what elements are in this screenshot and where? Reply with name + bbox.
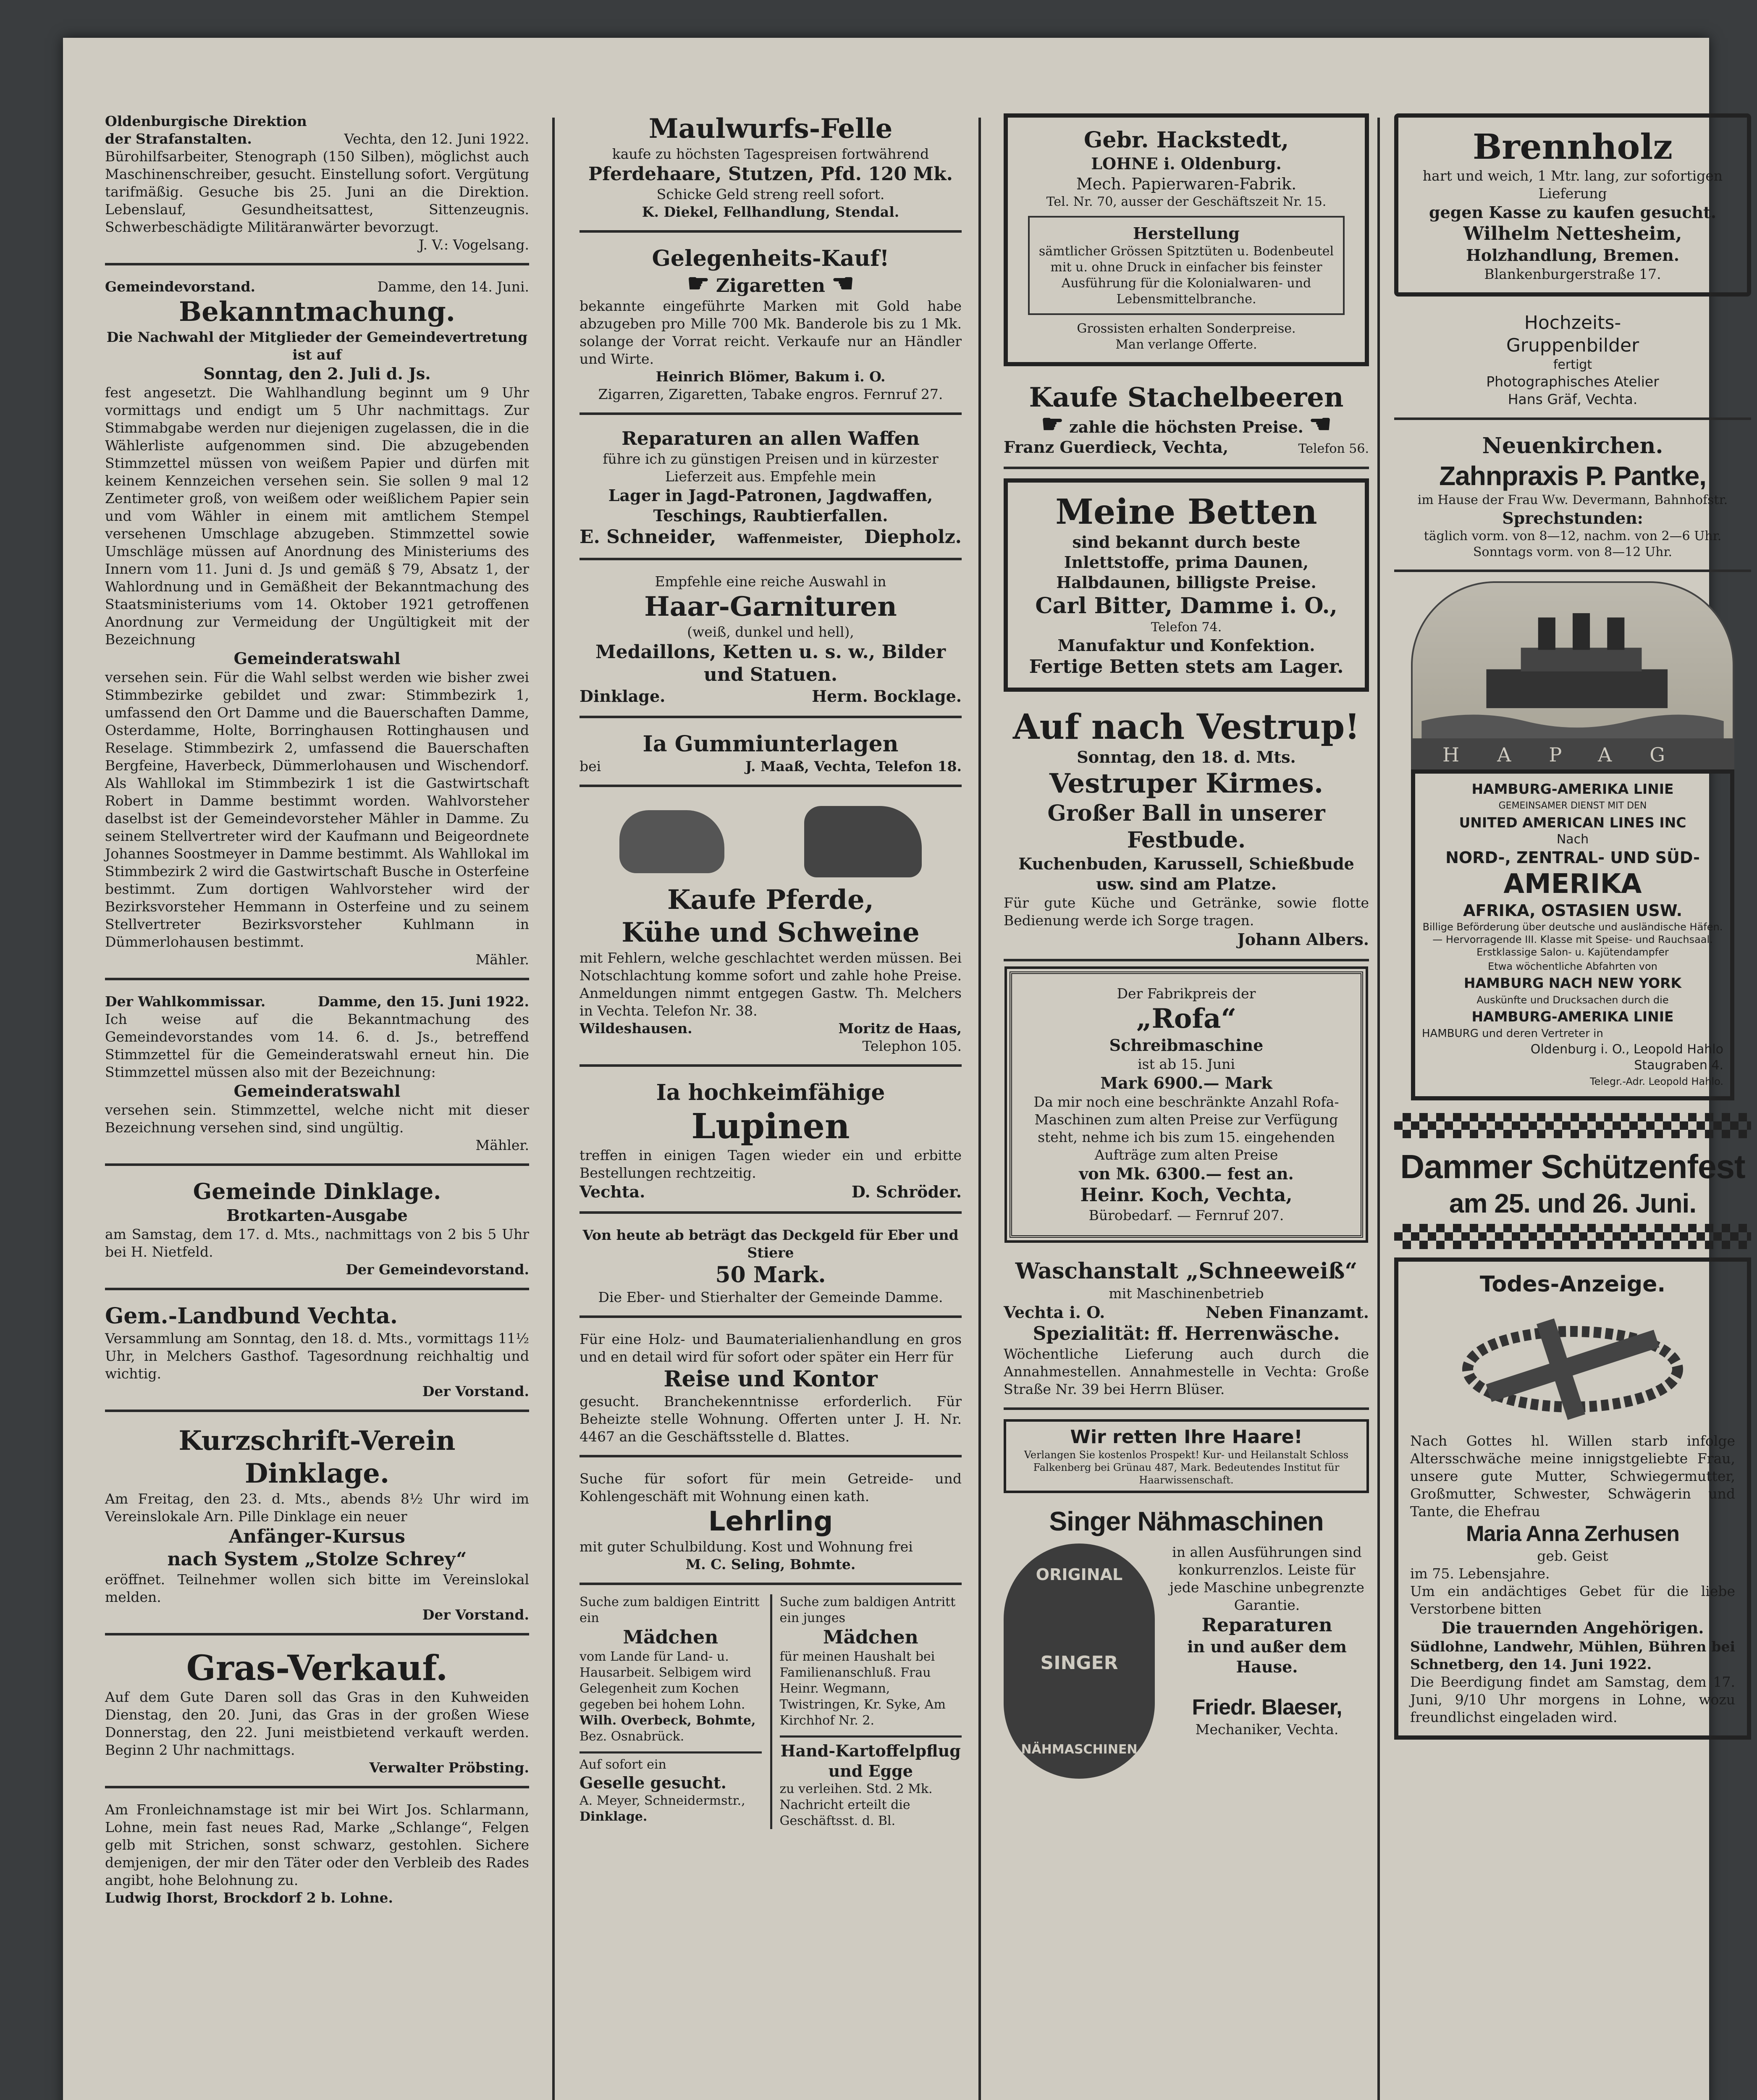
ad-sign-place: Diepholz. — [864, 526, 962, 548]
ad-gelegenheitskauf — [580, 242, 962, 415]
notice-bekanntmachung — [105, 275, 529, 980]
ad-gras-verkauf — [105, 1645, 529, 1788]
ad-foot: Mechaniker, Vechta. — [1195, 1721, 1339, 1738]
ad-title: Hand-Kartoffelpflug — [780, 1741, 961, 1760]
ad-sign: Verwalter Pröbsting. — [369, 1759, 529, 1776]
notice-title: Gemeinde Dinklage. — [193, 1179, 441, 1205]
ad-sign: J. V.: Vogelsang. — [418, 236, 529, 253]
ad-body: mit Fehlern, welche geschlachtet werden müssen. Bei Notschlachtung komme sofort und zahle hohe Preise. Anmeldungen nimmt entgegen Gastw. Th. Melchers in Vechta. Telefon Nr. 38. — [580, 950, 962, 1019]
cross-wreath-icon — [1435, 1306, 1710, 1424]
ad-sign: Heinrich Blömer, Bakum i. O. — [656, 368, 886, 385]
ad-body: hart und weich, 1 Mtr. lang, zur sofortigen Lieferung — [1422, 168, 1723, 202]
ad-hapag — [1394, 581, 1751, 1100]
column-rule — [978, 118, 981, 2100]
ad-title: Kaufe Pferde, — [667, 884, 874, 916]
hapag-afrika: AFRIKA, OSTASIEN USW. — [1463, 901, 1683, 920]
ad-foot: Bürobedarf. — Fernruf 207. — [1088, 1207, 1284, 1223]
hapag-line-2: GEMEINSAMER DIENST MIT DEN — [1498, 801, 1647, 811]
ad-sign: Herm. Bocklage. — [812, 687, 962, 706]
ad-maulwurf — [580, 109, 962, 233]
ad-deckgeld — [580, 1223, 962, 1318]
ad-maedchen-overbeck — [580, 1594, 762, 1829]
ad-pantke — [1394, 429, 1751, 572]
ad-schuetzenfest — [1394, 1113, 1751, 1249]
ad-todesanzeige — [1394, 1257, 1751, 1740]
ad-line: Kuchenbuden, Karussell, Schießbude usw. sind am Platze. — [1018, 854, 1354, 893]
ad-foot-2: Man verlange Offerte. — [1115, 337, 1257, 352]
ad-sub-text: Zigaretten — [716, 275, 825, 297]
ad-hours-2: Sonntags vorm. von 8—12 Uhr. — [1473, 545, 1673, 559]
singer-badge-logo — [1004, 1544, 1155, 1779]
ad-title-2: und Egge — [828, 1761, 913, 1780]
ad-foot: Grossisten erhalten Sonderpreise. — [1077, 321, 1296, 336]
ad-sign: Die Eber- und Stierhalter der Gemeinde Damme. — [598, 1289, 943, 1305]
ad-sign: D. Schröder. — [851, 1182, 962, 1201]
notice-title-2: Dinklage. — [244, 1458, 390, 1489]
ad-sign: Ludwig Ihorst, Brockdorf 2 b. Lohne. — [105, 1890, 393, 1906]
ad-sub: (weiß, dunkel und hell), — [687, 624, 854, 640]
ad-big: Lager in Jagd-Patronen, Jagdwaffen, Teschings, Raubtierfallen. — [608, 486, 933, 525]
ad-maedchen-wegmann — [770, 1594, 962, 1829]
notice-body: Ich weise auf die Bekanntmachung des Gemeindevorstandes vom 14. 6. d. Js., betreffend Stimmzettel für die Gemeinderatswahl erneut hin. Die Stimmzettel müssen also mit der Bezeichnung: — [105, 1011, 529, 1080]
hapag-body: Billige Beförderung über deutsche und ausländische Häfen. — Hervorragende III. Klasse mit Speise- und Rauchsaal. Erstklassige Salon- u. Kajütendampfer — [1422, 921, 1723, 958]
ad-trauer: Die trauernden Angehörigen. — [1441, 1618, 1704, 1637]
ad-big: Pferdehaare, Stutzen, Pfd. 120 Mk. — [588, 163, 953, 185]
notice-from: Der Wahlkommissar. — [105, 993, 266, 1010]
ad-title: Meine Betten — [1055, 492, 1317, 532]
badge-mid: SINGER — [1040, 1652, 1118, 1674]
ad-price-2: von Mk. 6300.— fest an. — [1079, 1164, 1294, 1183]
ad-title: Zahnpraxis P. Pantke, — [1439, 461, 1706, 491]
ad-sign-2: Bez. Osnabrück. — [580, 1729, 684, 1744]
ad-geb: geb. Geist — [1537, 1548, 1608, 1564]
hapag-abf: Etwa wöchentliche Abfahrten von — [1488, 961, 1657, 972]
ad-sub: Schreibmaschine — [1109, 1036, 1264, 1055]
ad-sign-mid: Waffenmeister, — [737, 532, 843, 546]
ad-title: Auf nach Vestrup! — [1012, 707, 1360, 747]
ad-hours: täglich vorm. von 8—12, nachm. von 2—6 Uhr. — [1424, 529, 1722, 543]
ad-intro: Empfehle eine reiche Auswahl in — [655, 573, 886, 590]
ad-place: Dinklage. — [580, 687, 666, 706]
ad-body: vom Lande für Land- u. Hausarbeit. Selbigem wird Gelegenheit zum Kochen gegeben bei hohem Lohn. — [580, 1649, 752, 1712]
hapag-hnyc: HAMBURG NACH NEW YORK — [1463, 975, 1682, 991]
ship-icon — [1413, 583, 1733, 738]
ad-price: Mark 6900.— Mark — [1100, 1074, 1272, 1092]
notice-body-2: versehen sein. Stimmzettel, welche nicht mit dieser Bezeichnung versehen sind, sind ungültig. — [105, 1102, 529, 1136]
notice-wahlkommissar — [105, 990, 529, 1166]
ad-place: Vechta. — [580, 1182, 645, 1201]
ad-sign: Heinr. Koch, Vechta, — [1080, 1184, 1293, 1206]
ad-betten — [1004, 478, 1369, 692]
ad-place: Neuenkirchen. — [1482, 433, 1663, 459]
ad-line — [1004, 410, 1369, 439]
column-rule — [552, 118, 555, 2100]
ad-body: Auf dem Gute Daren soll das Gras in den Kuhweiden Dienstag, den 20. Juni, das Gras in der großen Wiese Donnerstag, den 22. Juni meistbietend verkauft werden. Beginn 2 Uhr nachmittags. — [105, 1689, 529, 1758]
ad-name: Hans Gräf, Vechta. — [1508, 391, 1638, 407]
ad-places: Südlohne, Landwehr, Mühlen, Bühren bei Schnetberg, den 14. Juni 1922. — [1410, 1638, 1735, 1672]
ad-title: Dammer Schützenfest — [1400, 1148, 1745, 1185]
ad-sign: Franz Guerdieck, Vechta, — [1004, 438, 1229, 457]
ad-spec: Spezialität: ff. Herrenwäsche. — [1033, 1323, 1340, 1344]
column-1 — [105, 109, 529, 1925]
ad-body: Da mir noch eine beschränkte Anzahl Rofa-Maschinen zum alten Preise zur Verfügung steht, nehme ich bis zum 15. eingehenden Aufträge zum alten Preise — [1033, 1094, 1339, 1163]
notice-title: Kurzschrift-Verein — [178, 1425, 456, 1457]
pointing-hand-icon: ☚ — [831, 269, 855, 298]
ad-body: zu verleihen. Std. 2 Mk. Nachricht erteilt die Geschäftsst. d. Bl. — [779, 1782, 933, 1828]
ad-box-body: sämtlicher Grössen Spitztüten u. Bodenbeutel mit u. ohne Druck in einfacher bis feinster Ausführung für die Kolonialwaren- und Lebensmittelbranche. — [1038, 244, 1334, 307]
ad-intro: Suche zum baldigen Antritt ein junges — [779, 1595, 956, 1625]
hapag-amerika: AMERIKA — [1503, 869, 1642, 900]
livestock-illustration — [580, 800, 962, 884]
notice-body: Am Freitag, den 23. d. Mts., abends 8½ Uhr wird im Vereinslokale Arn. Pille Dinklage ein neuer — [105, 1491, 529, 1525]
ad-type: Mech. Papierwaren-Fabrik. — [1076, 175, 1297, 193]
ad-sign: Wilhelm Nettesheim, — [1463, 223, 1682, 244]
hapag-hal-2: HAMBURG und deren Vertreter in — [1422, 1027, 1603, 1040]
ad-title: Geselle gesucht. — [580, 1773, 726, 1792]
ad-sign: Friedr. Blaeser, — [1192, 1695, 1342, 1719]
ad-title: Wir retten Ihre Haare! — [1070, 1426, 1303, 1448]
hapag-tel: Telegr.-Adr. Leopold Hahlo. — [1590, 1076, 1723, 1087]
checker-border — [1394, 1113, 1751, 1138]
ad-big: 50 Mark. — [715, 1262, 826, 1288]
ad-stolen-bicycle — [105, 1798, 529, 1916]
small-ads-pair — [580, 1594, 962, 1829]
ad-sub: der Strafanstalten. — [105, 131, 252, 147]
ad-rep-2: in und außer dem Hause. — [1187, 1637, 1347, 1676]
ad-body: in allen Ausführungen sind konkurrenzlos. Leiste für jede Maschine unbegrenzte Garantie. — [1170, 1544, 1364, 1613]
ad-intro: Für eine Holz- und Baumaterialienhandlung en gros und en detail wird für sofort oder später ein Herr für — [580, 1331, 962, 1365]
notice-kurs-2: nach System „Stolze Schrey“ — [167, 1549, 467, 1570]
ad-tel: Telefon 74. — [1151, 620, 1222, 635]
hapag-banner: HAPAG — [1411, 740, 1734, 769]
cow-icon — [619, 810, 724, 873]
ad-sub: mit Maschinenbetrieb — [1109, 1285, 1264, 1302]
ad-tel: Telefon 56. — [1298, 441, 1369, 456]
ad-addr: Blankenburgerstraße 17. — [1484, 266, 1661, 282]
badge-bot: NÄHMASCHINEN — [1021, 1742, 1138, 1757]
ad-pferde — [580, 796, 962, 1067]
ad-sign: Carl Bitter, Damme i. O., — [1035, 593, 1337, 619]
ad-body: für meinen Haushalt bei Familienanschluß. Frau Heinr. Wegmann, Twistringen, Kr. Syke, Am Kirchhof Nr. 2. — [779, 1649, 946, 1728]
ad-title: Brennholz — [1473, 127, 1673, 167]
ad-intro: Suche für sofort für mein Getreide- und Kohlengeschäft mit Wohnung einen kath. — [580, 1470, 962, 1504]
ad-intro: Auf sofort ein — [580, 1757, 666, 1772]
notice-mid-title: Gemeinderatswahl — [233, 649, 401, 668]
ad-lupinen — [580, 1076, 962, 1214]
ad-body: mit guter Schulbildung. Kost und Wohnung frei — [580, 1538, 913, 1555]
ad-title: Ia Gummiunterlagen — [642, 731, 899, 757]
ad-hochzeit — [1394, 308, 1751, 420]
notice-body: am Samstag, dem 17. d. Mts., nachmittags von 2 bis 5 Uhr bei H. Nietfeld. — [105, 1226, 529, 1260]
ad-pre: Der Fabrikpreis der — [1117, 985, 1256, 1002]
ad-sign: Wilh. Overbeck, Bohmte, — [580, 1713, 756, 1728]
ad-sign-2: Holzhandlung, Bremen. — [1466, 246, 1679, 265]
ad-big: Fertige Betten stets am Lager. — [1029, 656, 1344, 677]
ad-tel: Tel. Nr. 70, ausser der Geschäftszeit Nr. 15. — [1046, 194, 1327, 209]
ad-body: Bürohilfsarbeiter, Stenograph (150 Silben), möglichst auch Maschinenschreiber, gesucht. Einstellung sofort. Vergütung tarifmäßig. Gesuche bis 25. Juni an die Direktion. Lebenslauf, Gesundheitsattest, Sittenzeugnis. Schwerbeschädigte Militäranwärter bevorzugt. — [105, 148, 529, 235]
ad-body: gesucht. Branchekenntnisse erforderlich. Für Beheizte stelle Wohnung. Offerten unter J. H. Nr. 4467 an die Geschäftsstelle d. Blattes. — [580, 1393, 962, 1445]
ad-sign: Moritz de Haas, — [838, 1020, 962, 1037]
notice-from: Gemeindevorstand. — [105, 278, 256, 295]
ad-title: Gebr. Hackstedt, — [1083, 127, 1289, 153]
ad-haar-garnituren — [580, 570, 962, 718]
notice-sub: Brotkarten-Ausgabe — [226, 1206, 408, 1225]
notice-body: fest angesetzt. Die Wahlhandlung beginnt um 9 Uhr vormittags und endigt um 5 Uhr nachmittags. Zur Stimmabgabe werden nur diejenigen zugelassen, die in die Wählerliste aufgenommen sind. Die abzugebenden Stimmzettel müssen von weißem Papier und dürfen mit keinem Kennzeichen versehen sein. Sie sollen 9 mal 12 Zentimeter groß, von weißem oder weißlichem Papier sein und vom Wähler in einem mit amtlichem Stempel versehenen Umschlage abzugeben. Stimmzettel sowie Umschläge müssen auf Anordnung des Ministeriums des Innern vom 11. Juni d. Js und gemäß § 79, Absatz 1, der Wahlordnung und in Gemäßheit der Bekanntmachung des Staatsministeriums vom 14. Oktober 1921 getroffenen Anordnung zur Vermeidung der Ungültigkeit mit der Bezeichnung — [105, 384, 529, 648]
ad-sign: A. Meyer, Schneidermstr., — [580, 1793, 745, 1808]
ad-stachelbeeren — [1004, 378, 1369, 469]
hapag-hal: HAMBURG-AMERIKA LINIE — [1471, 1008, 1674, 1025]
notice-date: Damme, den 14. Juni. — [377, 278, 529, 295]
ad-studio: Photographisches Atelier — [1486, 373, 1659, 390]
ad-rep: Reparaturen — [1201, 1614, 1332, 1636]
hapag-street: Staugraben 4. — [1634, 1058, 1723, 1073]
pointing-hand-icon: ☛ — [687, 269, 710, 298]
ad-title: Mädchen — [823, 1627, 918, 1648]
ad-body: treffen in einigen Tagen wieder ein und erbitte Bestellungen rechtzeitig. — [580, 1147, 962, 1181]
ad-body: Verlangen Sie kostenlos Prospekt! Kur- und Heilanstalt Schloss Falkenberg bei Grünau 487, Mark. Bedeutendes Institut für Haarwissenschaft. — [1024, 1449, 1349, 1486]
notice-sign: Der Vorstand. — [422, 1606, 529, 1623]
notice-title: Bekanntmachung. — [178, 296, 456, 328]
ad-lehrling — [580, 1467, 962, 1585]
ad-kirmes: Vestruper Kirmes. — [1049, 768, 1324, 799]
checker-border — [1394, 1224, 1751, 1249]
ad-place: LOHNE i. Oldenburg. — [1091, 154, 1282, 173]
notice-kurzschrift — [105, 1421, 529, 1635]
ad-gummiunterlagen — [580, 727, 962, 787]
ad-title: Maulwurfs-Felle — [648, 113, 893, 144]
ad-sign-2: Zigarren, Zigaretten, Tabake engros. Fernruf 27. — [598, 386, 943, 402]
ad-body: Am Fronleichnamstage ist mir bei Wirt Jos. Schlarmann, Lohne, mein fast neues Rad, Marke „Schlange“, Felgen gelb mit Strichen, sonst schwarz, gestohlen. Sichere demjenigen, der mir den Täter oder den Verbleib des Rades angibt, hohe Belohnung zu. — [105, 1801, 529, 1888]
ad-sprech: Sprechstunden: — [1502, 509, 1643, 528]
ad-title: Gelegenheits-Kauf! — [652, 246, 889, 271]
ad-since: ist ab 15. Juni — [1138, 1056, 1235, 1072]
ad-body: bekannte eingeführte Marken mit Gold habe abzugeben pro Mille 700 Mk. Banderole bis zu 1 Mk. solange der Vorrat reicht. Verkaufe nur an Händler und Wirte. — [580, 298, 962, 367]
ad-line: kaufe zu höchsten Tagespreisen fortwährend — [612, 146, 929, 162]
notice-gemeinde-dinklage — [105, 1175, 529, 1290]
ad-line-pre: bei — [580, 758, 601, 774]
ad-addr: im Hause der Frau Ww. Devermann, Bahnhofstr. — [1417, 493, 1728, 507]
hapag-dest: NORD-, ZENTRAL- UND SÜD- — [1445, 848, 1700, 867]
notice-sign: Mähler. — [475, 1137, 529, 1153]
ad-line: J. Maaß, Vechta, Telefon 18. — [745, 758, 962, 774]
notice-body-2: eröffnet. Teilnehmer wollen sich bitte im Vereinslokal melden. — [105, 1571, 529, 1605]
pointing-hand-icon: ☚ — [1309, 410, 1332, 439]
pointing-hand-icon: ☛ — [1041, 410, 1064, 439]
notice-intro: Die Nachwahl der Mitglieder der Gemeindevertretung ist auf — [106, 329, 528, 363]
column-2 — [580, 109, 962, 1829]
newspaper-page — [63, 38, 1745, 2100]
ad-sign: M. C. Seling, Bohmte. — [685, 1556, 856, 1572]
ad-title: Haar-Garnituren — [644, 591, 897, 622]
notice-landbund — [105, 1299, 529, 1412]
hapag-ausk: Auskünfte und Drucksachen durch die — [1476, 994, 1669, 1006]
ad-box-title: Herstellung — [1133, 224, 1240, 243]
ad-line: Manufaktur und Konfektion. — [1057, 636, 1315, 655]
notice-date-line: Sonntag, den 2. Juli d. Js. — [203, 364, 431, 383]
ad-title: Singer Nähmaschinen — [1049, 1506, 1324, 1536]
ad-title: Waschanstalt „Schneeweiß“ — [1015, 1258, 1358, 1284]
ad-body: Für gute Küche und Getränke, sowie flotte Bedienung werde ich Sorge tragen. — [1004, 895, 1369, 929]
notice-title: Gem.-Landbund Vechta. — [105, 1303, 398, 1329]
ad-vestrup — [1004, 704, 1369, 961]
ad-sign: K. Diekel, Fellhandlung, Stendal. — [642, 204, 899, 220]
notice-body: Versammlung am Sonntag, den 18. d. Mts., vormittags 11½ Uhr, in Melchers Gasthof. Tagesordnung reichhaltig und wichtig. — [105, 1330, 529, 1382]
ad-body: führe ich zu günstigen Preisen und in kürzester Lieferzeit aus. Empfehle mein — [603, 451, 939, 485]
ad-sign-2: Dinklage. — [580, 1809, 648, 1824]
hapag-box — [1411, 769, 1734, 1100]
ad-hackstedt — [1004, 113, 1369, 366]
ad-oldenburg-direktion — [105, 109, 529, 265]
ad-title: Kaufe Stachelbeeren — [1029, 382, 1344, 413]
ad-body: sind bekannt durch beste Inlettstoffe, prima Daunen, Halbdaunen, billigste Preise. — [1056, 533, 1316, 592]
ad-title: Reparaturen an allen Waffen — [622, 428, 920, 449]
ad-inner-box — [1028, 216, 1345, 315]
ad-place: Wildeshausen. — [580, 1020, 692, 1037]
ad-sub — [580, 269, 962, 298]
ad-place-2: Neben Finanzamt. — [1206, 1303, 1369, 1322]
steamship-illustration — [1411, 581, 1734, 740]
notice-kurs: Anfänger-Kursus — [229, 1526, 405, 1547]
ad-body: Wöchentliche Lieferung auch durch die Annahmestellen. Annahmestelle in Vechta: Große Straße Nr. 39 bei Herrn Blüser. — [1004, 1346, 1369, 1397]
notice-date: Damme, den 15. Juni 1922. — [317, 993, 529, 1010]
ad-line: Von heute ab beträgt das Deckgeld für Eber und Stiere — [582, 1227, 959, 1261]
ad-age: im 75. Lebensjahre. — [1410, 1565, 1550, 1582]
ad-name: Maria Anna Zerhusen — [1466, 1522, 1679, 1546]
notice-mid-title: Gemeinderatswahl — [233, 1082, 401, 1100]
ad-title: Reise und Kontor — [663, 1366, 878, 1392]
ad-title: Gras-Verkauf. — [186, 1648, 448, 1688]
ad-singer — [1004, 1505, 1369, 1779]
ad-waffen — [580, 424, 962, 560]
ad-sign-2: Telephon 105. — [862, 1038, 962, 1054]
ad-big: Medaillons, Ketten u. s. w., Bilder und Statuen. — [595, 641, 946, 685]
badge-top: ORIGINAL — [1036, 1565, 1123, 1584]
ad-line: fertigt — [1553, 357, 1592, 372]
ad-title: Lehrling — [708, 1506, 833, 1537]
ad-reise-kontor — [580, 1327, 962, 1457]
ad-place: Vechta i. O. — [1004, 1303, 1105, 1322]
notice-sign: Mähler. — [475, 951, 529, 968]
ad-rofa — [1010, 971, 1363, 1238]
ad-sign: E. Schneider, — [580, 526, 716, 548]
hapag-nach: Nach — [1556, 832, 1589, 847]
ad-title-2: Gruppenbilder — [1506, 335, 1639, 356]
horse-icon — [804, 806, 922, 877]
ad-date: Vechta, den 12. Juni 1922. — [344, 131, 529, 147]
ad-line: gegen Kasse zu kaufen gesucht. — [1429, 203, 1716, 222]
ad-title-2: Kühe und Schweine — [622, 917, 920, 948]
ad-title: Mädchen — [623, 1627, 719, 1648]
ad-title: Hochzeits- — [1524, 312, 1621, 333]
hapag-line-3: UNITED AMERICAN LINES INC — [1459, 814, 1686, 831]
column-rule — [1377, 118, 1380, 2100]
ad-line-2: Schicke Geld streng reell sofort. — [656, 186, 885, 202]
column-4 — [1394, 109, 1751, 1751]
hapag-line-1: HAMBURG-AMERIKA LINIE — [1471, 781, 1674, 797]
notice-body-2: versehen sein. Für die Wahl selbst werden wie bisher zwei Stimmbezirke gebildet und zwar: Stimmbezirk 1, umfassend den Ort Damme und die Bauerschaften Damme, Osterdamme, Holte, Borringhausen Rottinghausen und Reselage. Stimmbezirk 2, umfassend die Bauerschaften Bergfeine, Haverbeck, Dümmerlohausen und Wischendorf. Als Wahllokal im Stimmbezirk 1 ist die Gastwirtschaft Robert in Damme bestimmt worden. Wahlvorsteher daselbst ist der Gemeindevorsteher Mähler in Damme. Zu seinem Stellvertreter wird der Kaufmann und Beigeordnete Johannes Soostmeyer in Damme bestimmt. Als Wahllokal im Stimmbezirk 2 wird die Gastwirtschaft Busche in Osterfeine bestimmt. Zum dortigen Wahlvorsteher wird der Bezirksvorsteher Hemmann in Osterfeine und zu seinem Stellvertreter Bezirksvorsteher Kuhlmann in Dümmerlohausen bestimmt. — [105, 669, 529, 950]
ad-head: Oldenburgische Direktion — [105, 113, 307, 129]
ad-date: am 25. und 26. Juni. — [1449, 1188, 1697, 1218]
ad-title: Todes-Anzeige. — [1479, 1272, 1666, 1297]
column-3 — [1004, 109, 1369, 1779]
ad-intro: Suche zum baldigen Eintritt ein — [580, 1595, 760, 1625]
ad-line-text: zahle die höchsten Preise. — [1069, 417, 1303, 436]
notice-sign: Der Gemeindevorstand. — [346, 1261, 529, 1278]
ad-foot: Die Beerdigung findet am Samstag, dem 17. Juni, 9/10 Uhr morgens in Lohne, wozu freundlichst eingeladen wird. — [1410, 1674, 1735, 1725]
ad-body: Nach Gottes hl. Willen starb infolge Altersschwäche meine innigstgeliebte Frau, unsere gute Mutter, Schwiegermutter, Großmutter, Schwester, Schwägerin und Tante, die Ehefrau — [1410, 1433, 1735, 1520]
notice-sign: Der Vorstand. — [422, 1383, 529, 1399]
ad-title: Lupinen — [691, 1106, 850, 1147]
ad-body-2: Um ein andächtiges Gebet für die liebe Verstorbene bitten — [1410, 1583, 1735, 1617]
ad-pre: Ia hochkeimfähige — [656, 1080, 885, 1105]
ad-haare — [1004, 1419, 1369, 1493]
ad-ball: Großer Ball in unserer Festbude. — [1047, 801, 1325, 853]
ad-brennholz — [1394, 113, 1751, 297]
ad-date: Sonntag, den 18. d. Mts. — [1077, 748, 1296, 766]
hapag-agent: Oldenburg i. O., Leopold Hahlo — [1530, 1042, 1723, 1057]
ad-title: „Rofa“ — [1136, 1003, 1237, 1034]
ad-sign: Johann Albers. — [1237, 930, 1369, 949]
ad-schneeweiss — [1004, 1255, 1369, 1410]
